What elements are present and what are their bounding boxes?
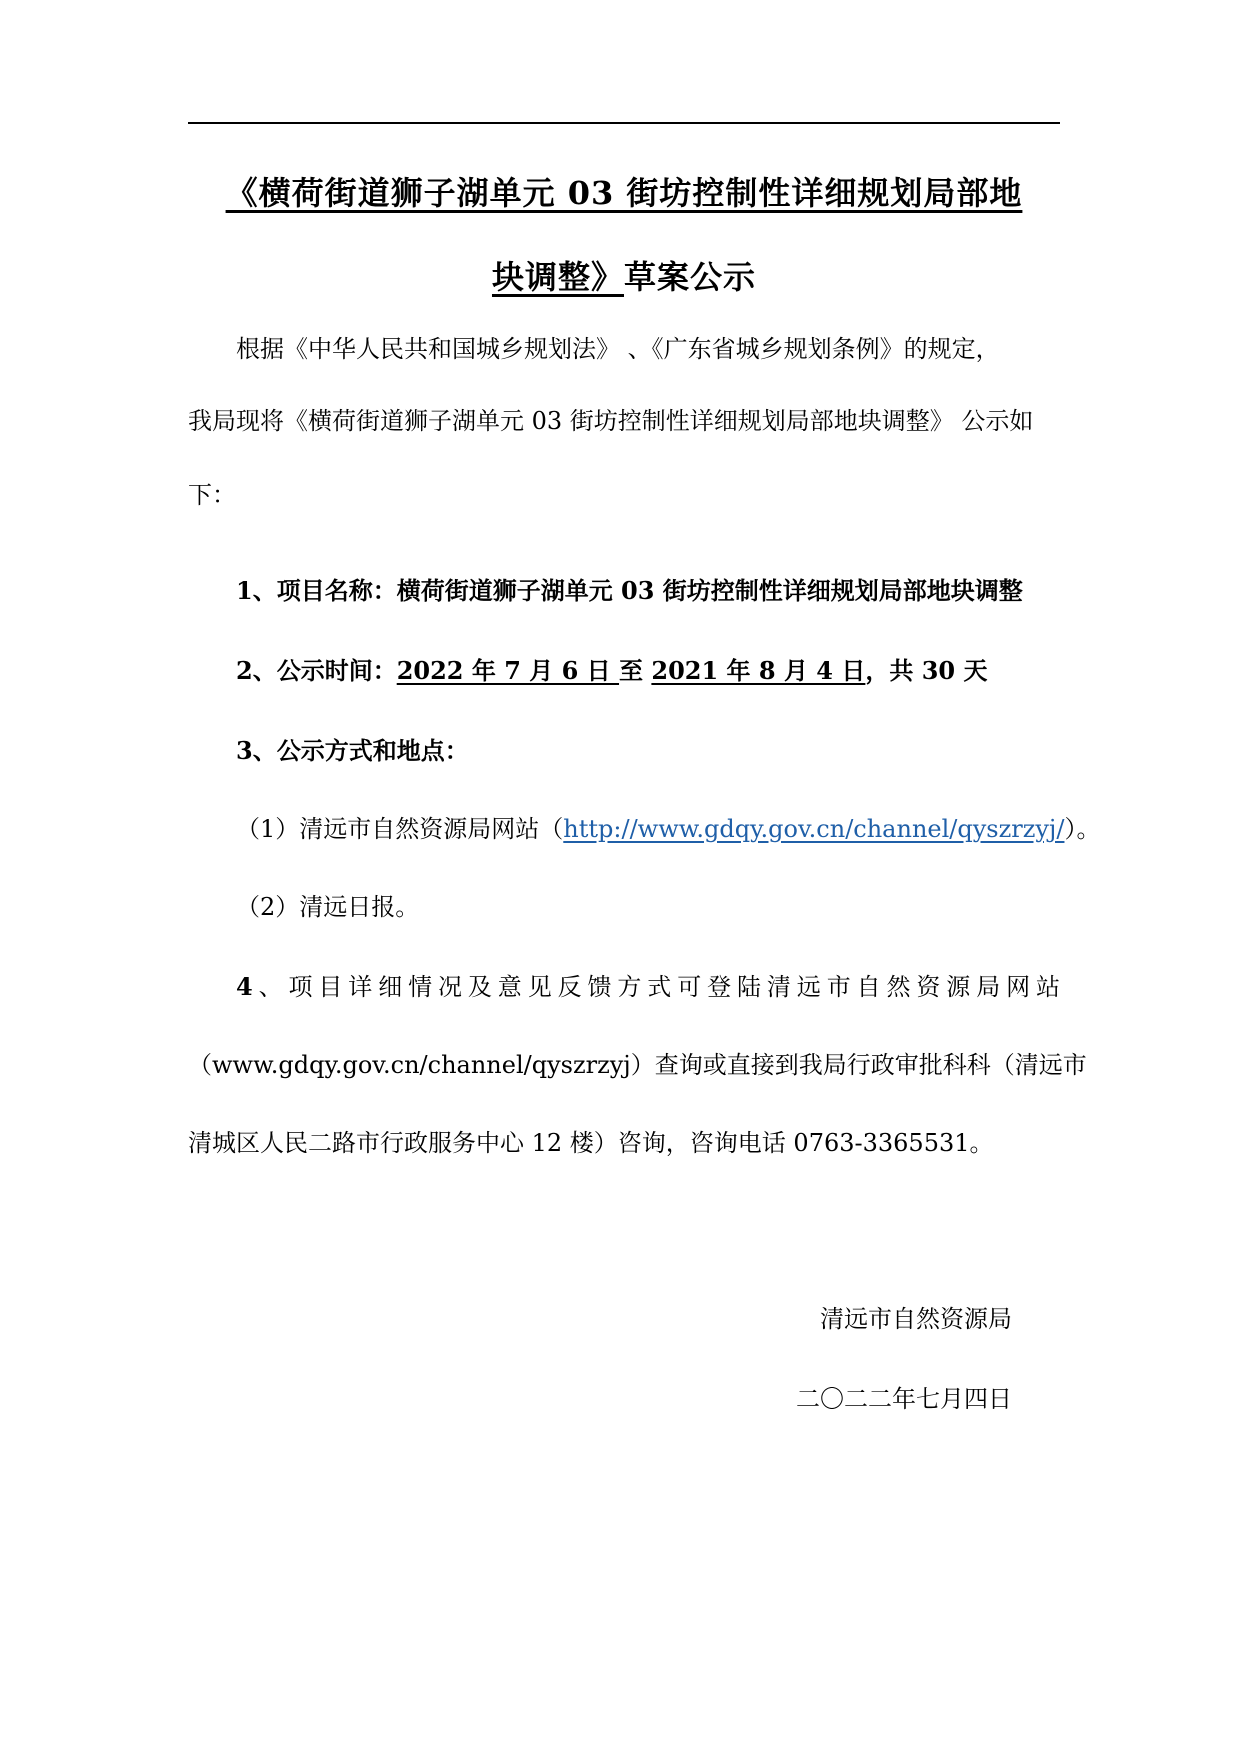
item-publicity-period-label: 2、公示时间： bbox=[236, 656, 397, 685]
publicity-start-date: 2022 年 7 月 6 日 bbox=[396, 656, 620, 685]
sub-item-website-suffix: ）。 bbox=[1064, 815, 1101, 843]
item-project-name bbox=[188, 574, 1060, 608]
item-project-name-label: 1、项目名称： bbox=[236, 576, 397, 605]
title-text-line-1: 《横荷街道狮子湖单元 03 街坊控制性详细规划局部地 bbox=[225, 174, 1023, 212]
signature-organization: 清远市自然资源局 bbox=[820, 1305, 1012, 1333]
item-project-name-value: 横荷街道狮子湖单元 03 街坊控制性详细规划局部地块调整 bbox=[396, 576, 1023, 605]
item-feedback-line-2: （www.gdqy.gov.cn/channel/qyszrzyj）查询或直接到我局行政审批科科（清远市 bbox=[188, 1051, 1087, 1079]
signature-date: 二〇二二年七月四日 bbox=[796, 1385, 1012, 1413]
document-title-line-2 bbox=[188, 252, 1060, 298]
top-rule bbox=[188, 122, 1060, 124]
item-feedback-line-1 bbox=[188, 970, 1060, 1004]
document-title-line-1 bbox=[188, 168, 1060, 214]
sub-item-website bbox=[188, 812, 1101, 846]
item-publicity-method: 3、公示方式和地点： bbox=[236, 736, 469, 765]
sub-item-newspaper: （2）清远日报。 bbox=[236, 893, 420, 921]
item-feedback-number: 4 bbox=[236, 972, 253, 1001]
intro-line-2: 我局现将《横荷街道狮子湖单元 03 街坊控制性详细规划局部地块调整》 公示如 bbox=[188, 407, 1034, 435]
title-text-underlined: 块调整》 bbox=[491, 258, 624, 296]
intro-line-3: 下： bbox=[188, 481, 236, 509]
publicity-duration: ，共 30 天 bbox=[865, 656, 988, 685]
item-feedback-text-1: 、项目详细情况及意见反馈方式可登陆清远市自然资源局网站 bbox=[252, 973, 1060, 1001]
title-text-rest: 草案公示 bbox=[624, 258, 757, 296]
sub-item-website-prefix: （1）清远市自然资源局网站（ bbox=[236, 815, 564, 843]
bureau-website-link[interactable]: http://www.gdqy.gov.cn/channel/qyszrzyj/ bbox=[563, 815, 1065, 843]
publicity-end-date: 2021 年 8 月 4 日 bbox=[651, 656, 866, 685]
item-feedback-line-3: 清城区人民二路市行政服务中心 12 楼）咨询，咨询电话 0763-3365531。 bbox=[188, 1129, 994, 1157]
item-publicity-period bbox=[188, 654, 1060, 688]
publicity-between: 至 bbox=[619, 656, 652, 685]
intro-line-1: 根据《中华人民共和国城乡规划法》 、《广东省城乡规划条例》的规定， bbox=[236, 335, 1000, 363]
